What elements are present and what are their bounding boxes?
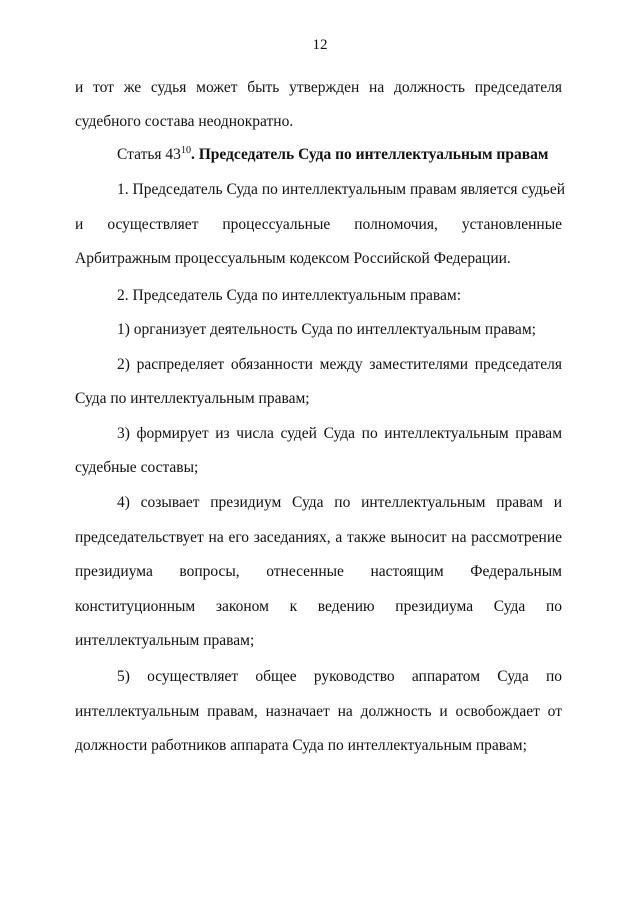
text-line: председательствует на его заседаниях, а также выносит на рассмотрение (75, 529, 562, 546)
text-line: Арбитражным процессуальным кодексом Российской Федерации. (75, 250, 511, 267)
text-line: судебные составы; (75, 459, 199, 476)
text-line: интеллектуальным правам, назначает на должность и освобождает от (75, 703, 562, 720)
text-line: президиума вопросы, отнесенные настоящим Федеральным (75, 563, 562, 580)
article-heading (117, 145, 548, 165)
text-line: судебного состава неоднократно. (75, 113, 294, 130)
page-number: 12 (312, 37, 328, 53)
text-line: Суда по интеллектуальным правам; (75, 390, 310, 407)
article-number-superscript: 10 (180, 144, 191, 156)
text-line: конституционным законом к ведению президиума Суда по (75, 598, 562, 615)
text-line: 4) созывает президиум Суда по интеллектуальным правам и (117, 494, 562, 511)
text-line: и тот же судья может быть утвержден на должность председателя (75, 79, 562, 96)
text-line: интеллектуальным правам; (75, 632, 255, 649)
text-line: 1) организует деятельность Суда по интеллектуальным правам; (117, 321, 536, 338)
text-line: 2) распределяет обязанности между заместителями председателя (117, 356, 562, 373)
text-line: 3) формирует из числа судей Суда по интеллектуальным правам (117, 425, 562, 442)
text-line: 1. Председатель Суда по интеллектуальным правам является судьей (117, 181, 565, 198)
text-line: 5) осуществляет общее руководство аппаратом Суда по (117, 668, 562, 685)
text-line: 2. Председатель Суда по интеллектуальным правам: (117, 287, 462, 304)
article-number: Статья 43 (117, 146, 181, 163)
text-line: и осуществляет процессуальные полномочия, установленные (75, 216, 562, 233)
text-line: должности работников аппарата Суда по интеллектуальным правам; (75, 737, 527, 754)
article-title: Председатель Суда по интеллектуальным правам (198, 146, 549, 163)
article-separator: . (190, 146, 199, 163)
